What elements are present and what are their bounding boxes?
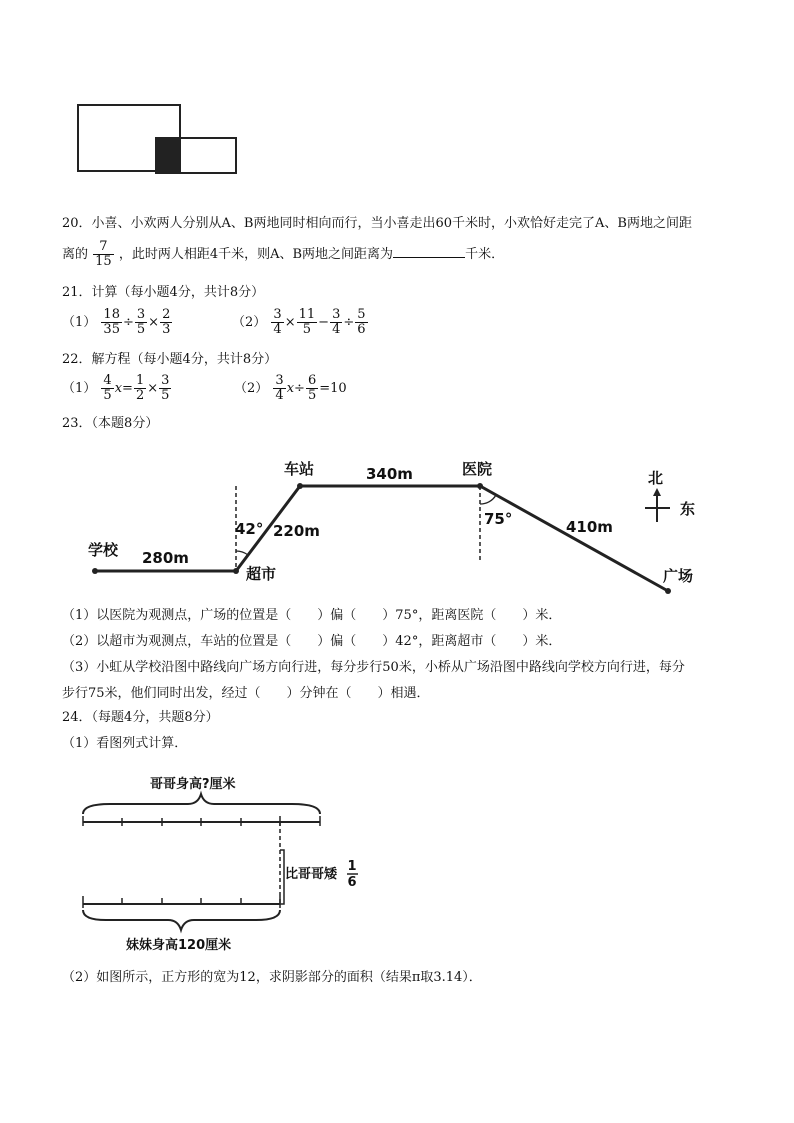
label-angle1: 42° bbox=[235, 520, 264, 538]
question-23-title: 23．（本题8分） bbox=[62, 416, 159, 431]
label-school: 学校 bbox=[88, 541, 119, 559]
question-23-sub-3-line-2: 步行75米，他们同时出发，经过（ ）分钟在（ ）相遇． bbox=[62, 686, 430, 701]
fraction: $\frac{7}{15}$ bbox=[95, 239, 112, 269]
compass-icon bbox=[645, 488, 670, 522]
label-east: 东 bbox=[680, 500, 696, 518]
label-d2: 220m bbox=[273, 522, 320, 540]
question-20-line-2: 离的 $\frac{7}{15}$ ，此时两人相距4千米，则A、B两地之间距离为 千米． bbox=[62, 239, 505, 269]
label-d4: 410m bbox=[566, 518, 613, 536]
question-21-title: 21．计算（每小题4分，共计8分） bbox=[62, 285, 265, 300]
question-23-sub-3-line-1: （3）小虹从学校沿图中路线向广场方向行进，每分步行50米，小桥从广场沿图中路线向学校方向行进，每分 bbox=[62, 660, 685, 675]
question-24-sub-2: （2）如图所示，正方形的宽为12，求阴影部分的面积（结果π取3.14）． bbox=[62, 970, 482, 985]
shaded-region bbox=[156, 138, 180, 171]
svg-text:6: 6 bbox=[347, 875, 357, 890]
label-d1: 280m bbox=[142, 549, 189, 567]
question-22-title: 22．解方程（每小题4分，共计8分） bbox=[62, 352, 278, 367]
overlap-rectangles-figure bbox=[76, 103, 242, 175]
question-22-problem-2: （2） $\frac{3}{4}$ x÷ $\frac{6}{5}$ =10 bbox=[234, 373, 347, 403]
question-23-sub-1: （1）以医院为观测点，广场的位置是（ ）偏（ ）75°，距离医院（ ）米． bbox=[62, 608, 562, 623]
answer-blank bbox=[393, 243, 465, 258]
route-map-figure bbox=[0, 448, 794, 608]
question-23-sub-2: （2）以超市为观测点，车站的位置是（ ）偏（ ）42°，距离超市（ ）米． bbox=[62, 634, 562, 649]
question-24-title: 24．（每题4分，共题8分） bbox=[62, 710, 219, 725]
question-22-problem-1: （1） $\frac{4}{5}$ x= $\frac{1}{2}$ × $\frac{3}{5}$ bbox=[62, 373, 170, 403]
school-point bbox=[92, 568, 98, 574]
label-brother: 哥哥身高?厘米 bbox=[150, 777, 236, 792]
label-station: 车站 bbox=[284, 460, 315, 478]
label-supermarket: 超市 bbox=[246, 565, 277, 583]
height-comparison-figure bbox=[70, 768, 370, 958]
svg-text:1: 1 bbox=[347, 859, 357, 874]
question-21-problem-1: （1） $\frac{18}{35}$ ÷ $\frac{3}{5}$ × $\frac{2}{3}$ bbox=[62, 307, 171, 337]
question-20-line-1: 20．小喜、小欢两人分别从A、B两地同时相向而行，当小喜走出60千米时，小欢恰好走完了A、B两地之间距 bbox=[62, 216, 692, 231]
label-north: 北 bbox=[648, 469, 664, 487]
question-21-problem-2: （2） $\frac{3}{4}$ × $\frac{11}{5}$ − $\frac{3}{4}$ ÷ $\frac{5}{6}$ bbox=[232, 307, 366, 337]
label-sister: 妹妹身高120厘米 bbox=[126, 938, 232, 953]
label-square: 广场 bbox=[663, 567, 694, 585]
square-point bbox=[665, 588, 671, 594]
label-diff: 比哥哥矮 bbox=[285, 867, 338, 882]
label-angle2: 75° bbox=[484, 510, 513, 528]
question-24-sub-1: （1）看图列式计算． bbox=[62, 736, 188, 751]
label-hospital: 医院 bbox=[462, 460, 493, 478]
supermarket-point bbox=[233, 568, 239, 574]
hospital-point bbox=[477, 483, 483, 489]
label-d3: 340m bbox=[366, 465, 413, 483]
station-point bbox=[297, 483, 303, 489]
